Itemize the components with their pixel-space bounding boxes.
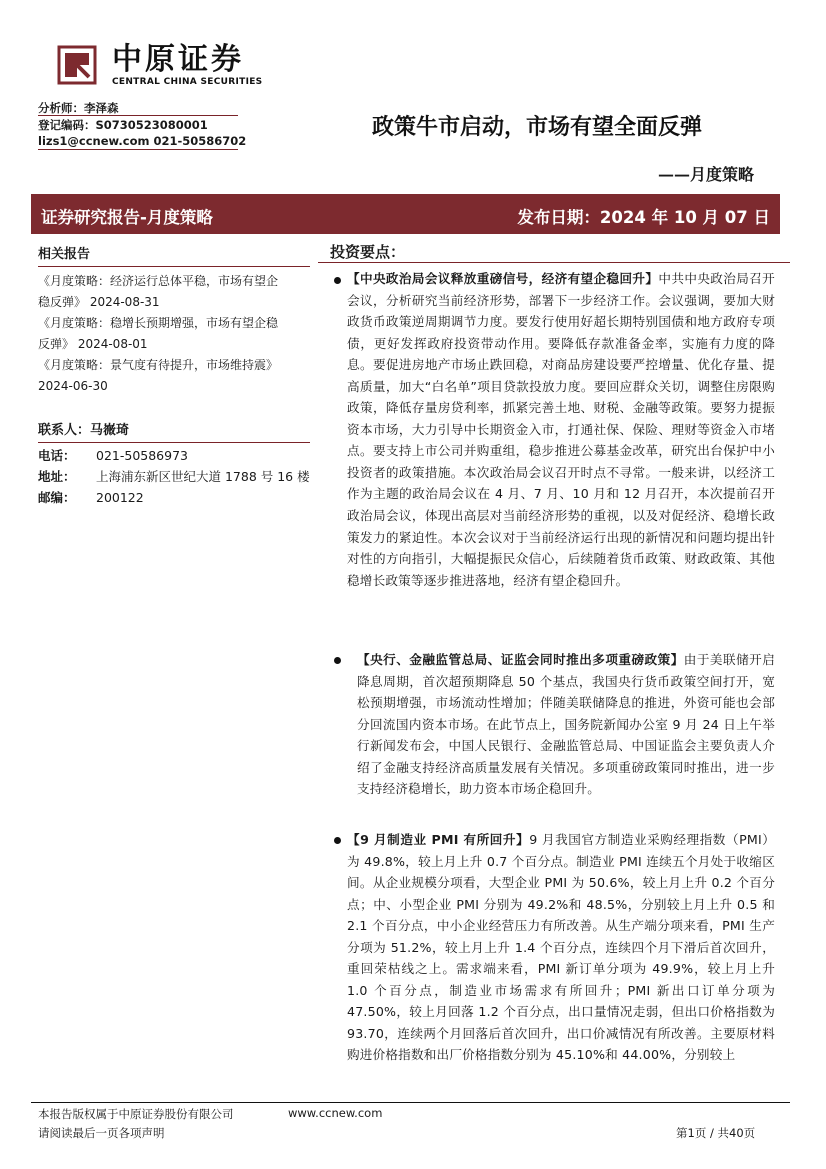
footer-website[interactable]: www.ccnew.com	[288, 1106, 383, 1120]
report-subtitle: ——月度策略	[658, 165, 755, 184]
report-title: 政策牛市启动，市场有望全面反弹	[372, 114, 703, 140]
related-report-line[interactable]: 《月度策略：稳增长预期增强，市场有望企稳	[38, 316, 279, 330]
report-banner	[31, 194, 780, 234]
footer-copyright: 本报告版权属于中原证券股份有限公司	[38, 1107, 234, 1121]
analyst-name: 分析师：李泽森	[38, 101, 119, 115]
divider	[38, 442, 310, 443]
publish-date: 发布日期：2024 年 10 月 07 日	[517, 208, 770, 227]
related-report-line[interactable]: 2024-06-30	[38, 379, 108, 393]
bullet-icon	[334, 277, 341, 284]
divider	[318, 262, 790, 263]
divider	[38, 266, 310, 267]
analyst-reg-code: 登记编码：S0730523080001	[38, 118, 208, 132]
contact-phone: 电话： 021-50586973	[38, 448, 188, 463]
analyst-contact: lizs1@ccnew.com 021-50586702	[38, 134, 247, 148]
related-report-line[interactable]: 反弹》 2024-08-01	[38, 337, 148, 351]
footer-divider	[31, 1102, 790, 1103]
point-paragraph: 【9 月制造业 PMI 有所回升】9 月我国官方制造业采购经理指数（PMI）为 49.8%，较上月上升 0.7 个百分点。制造业 PMI 连续五个月处于收缩区间。从企业规模分项看，大型企业 PMI 为 50.6%，较上月上升 0.2 个百分点；中、小型企业 PMI 分别为 49.2%和 48.5%，分别较上月上升 0.5 和 2.1 个百分点，中小企业经营压力有所改善。从生产端分项来看，PMI 生产分项为 51.2%，较上月上升 1.4 个百分点，连续四个月下滑后首次回升，重回荣枯线之上。需求端来看，PMI 新订单分项为 49.9%，较上月上升 1.0 个百分点，制造业市场需求有所回升；PMI 新出口订单分项为 47.50%，较上月回落 1.2 个百分点，出口量情况走弱，但出口价格指数为 93.70，连续两个月回落后首次回升，出口价减情况有所改善。主要原材料购进价格指数和出厂价格指数分别为 45.10%和 44.00%，分别较上	[347, 832, 775, 1063]
report-type: 证券研究报告-月度策略	[41, 208, 213, 227]
contact-address: 地址： 上海浦东新区世纪大道 1788 号 16 楼	[38, 469, 310, 484]
company-logo-mark	[55, 43, 99, 87]
bullet-icon	[334, 657, 341, 664]
related-reports-heading: 相关报告	[38, 247, 91, 262]
contact-postcode: 邮编： 200122	[38, 490, 144, 505]
point-paragraph: 【央行、金融监管总局、证监会同时推出多项重磅政策】由于美联储开启降息周期，首次超预期降息 50 个基点，我国央行货币政策空间打开，宽松预期增强，市场流动性增加；伴随美联储降息的推进，外资可能也会部分回流国内资本市场。在此节点上，国务院新闻办公室 9 月 24 日上午举行新闻发布会，中国人民银行、金融监管总局、中国证监会主要负责人介绍了金融支持经济高质量发展有关情况。多项重磅政策同时推出，进一步支持经济稳增长，助力资本市场企稳回升。	[357, 652, 776, 797]
investment-points-heading: 投资要点：	[330, 243, 406, 261]
point-paragraph: 【中央政治局会议释放重磅信号，经济有望企稳回升】中共中央政治局召开会议，分析研究当前经济形势，部署下一步经济工作。会议强调，要加大财政货币政策逆周期调节力度。要发行使用好超长期特别国债和地方政府专项债，更好发挥政府投资带动作用。要降低存款准备金率，实施有力度的降息。要促进房地产市场止跌回稳，对商品房建设要严控增量、优化存量、提高质量，加大“白名单”项目贷款投放力度。要回应群众关切，调整住房限购政策，降低存量房贷利率，抓紧完善土地、财税、金融等政策。要努力提振资本市场，大力引导中长期资金入市，打通社保、保险、理财等资金入市堵点。要支持上市公司并购重组，稳步推进公募基金改革，研究出台保护中小投资者的政策措施。本次政治局会议召开时点不寻常。一般来讲，以经济工作为主题的政治局会议在 4 月、7 月、10 月和 12 月召开，本次提前召开政治局会议，体现出高层对当前经济形势的重视，以及对促经济、稳增长政策发力的紧迫性。本次会议对于当前经济运行出现的新情况和问题均提出针对性的方向指引，大幅提振民众信心，后续随着货币政策、财政政策、其他稳增长政策等逐步推进落地，经济有望企稳回升。	[347, 271, 775, 588]
page-number: 第1页 / 共40页	[676, 1126, 756, 1140]
divider	[38, 115, 238, 116]
bullet-icon	[334, 837, 341, 844]
related-report-line[interactable]: 稳反弹》 2024-08-31	[38, 295, 160, 309]
related-report-line[interactable]: 《月度策略：经济运行总体平稳，市场有望企	[38, 274, 279, 288]
left-column	[38, 243, 310, 508]
contact-person: 联系人：马嶶琦	[38, 423, 130, 438]
company-name-en: CENTRAL CHINA SECURITIES	[112, 77, 263, 87]
footer-disclaimer: 请阅读最后一页各项声明	[38, 1126, 165, 1140]
company-name-cn: 中原证券	[112, 42, 244, 77]
divider	[38, 149, 238, 150]
related-report-line[interactable]: 《月度策略：景气度有待提升，市场维持震》	[38, 358, 279, 372]
